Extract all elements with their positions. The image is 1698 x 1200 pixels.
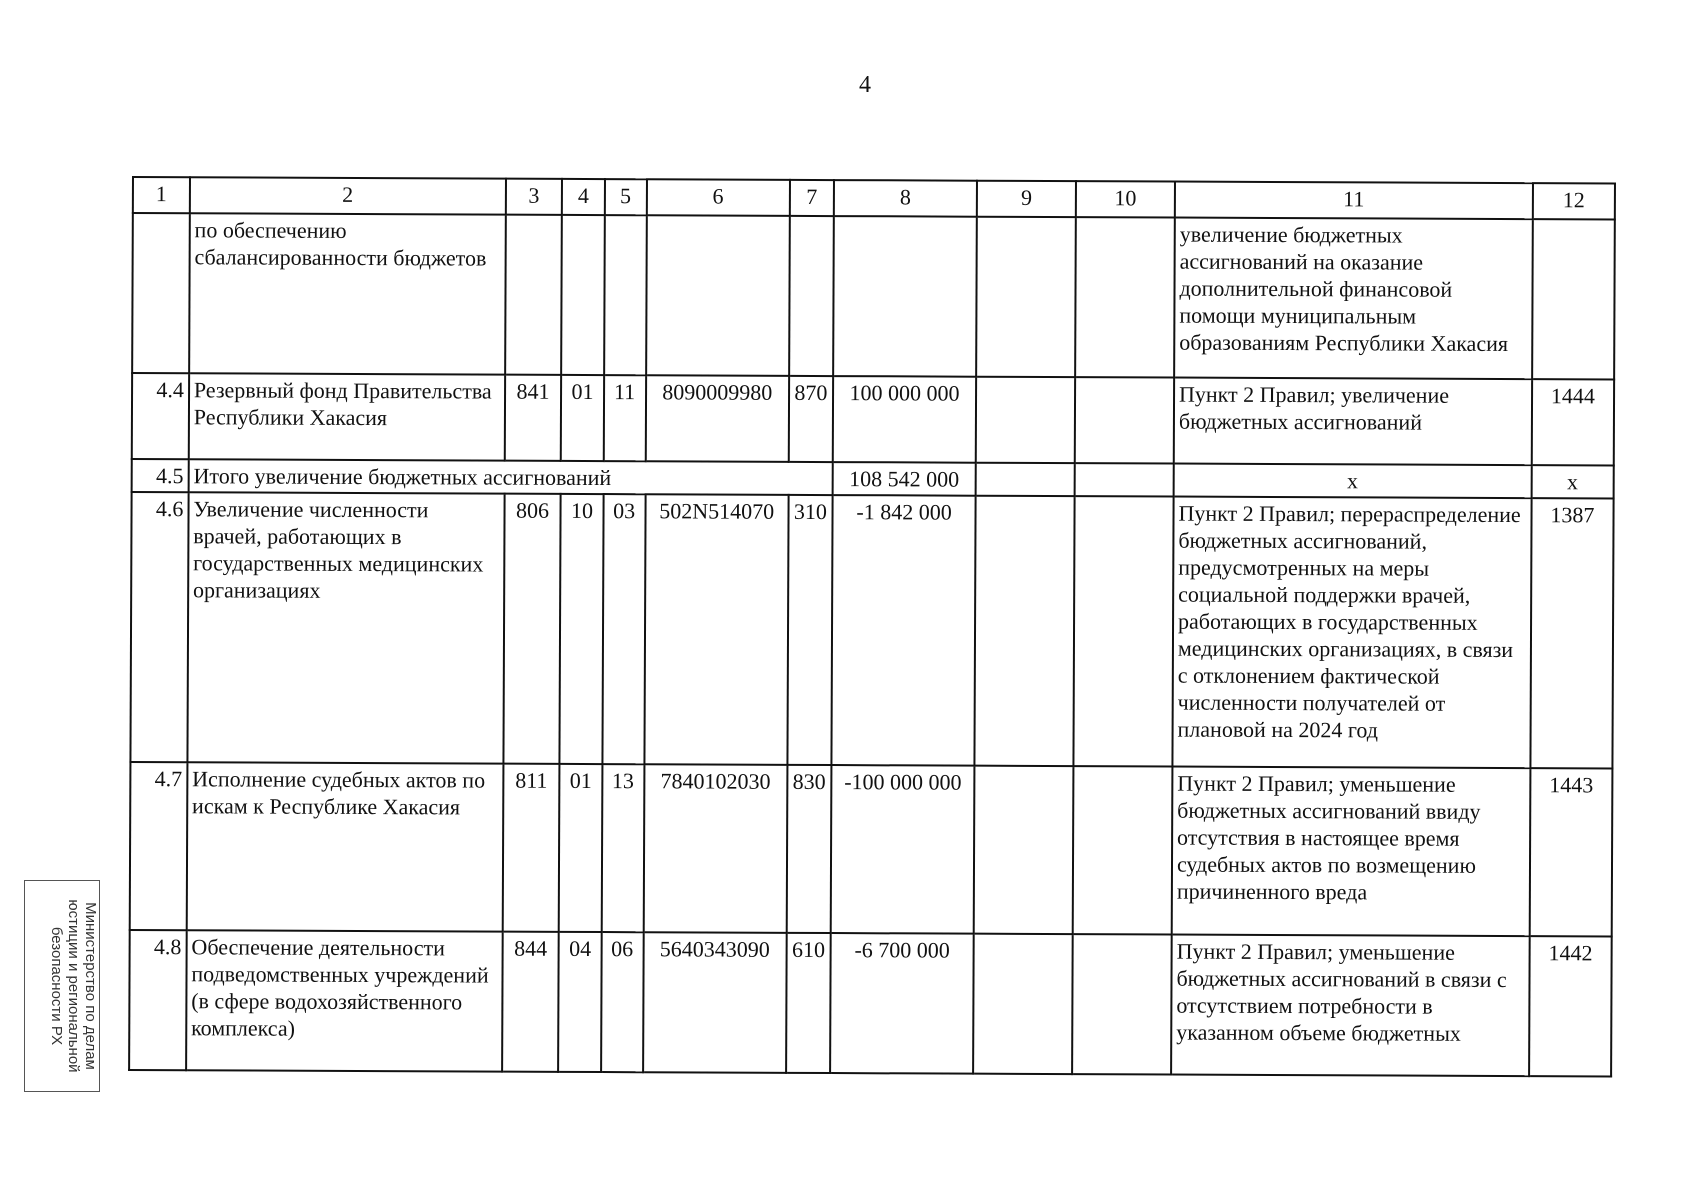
row-amount-8: 100 000 000 xyxy=(833,376,977,463)
row-justification: Пункт 2 Правил; перераспределение бюджетных ассигнований, предусмотренных на меры социальной поддержки врачей, работающих в государственных медицинских организациях, в связи с отклонением фактической численности получателей от плановой на 2024 год xyxy=(1172,497,1531,769)
row-amount-9 xyxy=(973,934,1073,1074)
row-name: Резервный фонд Правительства Республики Хакасия xyxy=(189,373,505,460)
row-number: 4.5 xyxy=(132,459,189,492)
row-amount-10 xyxy=(1075,377,1174,463)
row-number: 4.4 xyxy=(132,373,189,459)
table-row xyxy=(130,492,1613,768)
stamp-line: Министерство по делам xyxy=(82,902,99,1070)
row-justification: увеличение бюджетных ассигнований на оказание дополнительной финансовой помощи муниципальным образованиям Республики Хакасия xyxy=(1174,218,1533,380)
row-number: 4.7 xyxy=(130,762,188,930)
row-amount-8: -6 700 000 xyxy=(830,933,974,1074)
header-cell: 12 xyxy=(1533,183,1615,219)
row-code-6 xyxy=(646,215,790,376)
row-amount-8 xyxy=(833,216,977,377)
row-code-3: 841 xyxy=(504,375,561,461)
ministry-stamp xyxy=(24,880,100,1092)
row-code-6: 502N514070 xyxy=(644,494,788,765)
row-code-7 xyxy=(789,216,834,376)
row-ref xyxy=(1532,219,1615,379)
row-amount-10 xyxy=(1073,766,1173,934)
row-code-3: 806 xyxy=(503,494,561,764)
row-code-4: 10 xyxy=(560,494,603,764)
row-number: 4.8 xyxy=(129,930,186,1070)
row-justification: Пункт 2 Правил; уменьшение бюджетных ассигнований в связи с отсутствием потребности в указанном объеме бюджетных xyxy=(1171,935,1529,1077)
row-amount-9 xyxy=(975,496,1075,766)
row-name: по обеспечению сбалансированности бюджетов xyxy=(189,213,505,374)
row-number: 4.6 xyxy=(130,492,188,762)
header-cell: 4 xyxy=(562,179,604,215)
row-code-4: 01 xyxy=(561,375,603,461)
row-name: Обеспечение деятельности подведомственных учреждений (в сфере водохозяйственного комплекса) xyxy=(186,930,502,1071)
row-amount-9 xyxy=(976,217,1076,377)
row-code-6: 7840102030 xyxy=(643,764,787,933)
total-amount-10 xyxy=(1075,463,1174,496)
page-number: 4 xyxy=(859,72,871,98)
row-ref: 1444 xyxy=(1532,379,1615,465)
row-justification: Пункт 2 Правил; уменьшение бюджетных ассигнований ввиду отсутствия в настоящее время судебных актов по возмещению причиненного вреда xyxy=(1172,767,1531,937)
header-cell: 2 xyxy=(190,177,506,214)
row-code-5: 13 xyxy=(601,764,644,932)
stamp-text xyxy=(25,883,99,1089)
row-code-7: 870 xyxy=(789,376,834,462)
row-code-6: 8090009980 xyxy=(645,375,789,462)
row-code-4: 04 xyxy=(559,932,602,1072)
row-code-4: 01 xyxy=(559,764,602,932)
header-cell: 11 xyxy=(1175,182,1533,220)
total-amount: 108 542 000 xyxy=(833,462,976,496)
header-cell: 6 xyxy=(646,179,789,216)
row-amount-9 xyxy=(974,766,1074,934)
budget-table xyxy=(128,176,1616,1077)
row-amount-10 xyxy=(1073,496,1173,766)
row-amount-10 xyxy=(1072,934,1172,1074)
row-code-4 xyxy=(562,215,605,375)
header-cell: 5 xyxy=(604,179,646,215)
row-amount-10 xyxy=(1075,217,1175,377)
header-cell: 9 xyxy=(977,181,1076,217)
total-ref: x xyxy=(1531,465,1613,498)
total-justification: x xyxy=(1174,464,1532,499)
row-code-5: 03 xyxy=(602,494,645,764)
header-cell: 1 xyxy=(133,177,190,213)
table-row xyxy=(132,213,1615,379)
row-code-6: 5640343090 xyxy=(643,932,787,1073)
row-amount-8: -1 842 000 xyxy=(831,495,975,766)
row-name: Увеличение численности врачей, работающих в государственных медицинских организациях xyxy=(187,492,504,763)
row-ref: 1443 xyxy=(1530,768,1613,936)
table-row xyxy=(129,930,1612,1076)
row-code-3: 844 xyxy=(502,932,559,1072)
row-code-5: 06 xyxy=(601,932,644,1072)
row-code-7: 310 xyxy=(787,495,832,765)
row-code-7: 830 xyxy=(786,765,831,933)
row-amount-8: -100 000 000 xyxy=(831,765,975,934)
total-amount-9 xyxy=(976,463,1075,496)
row-code-3: 811 xyxy=(502,764,560,932)
row-ref: 1387 xyxy=(1530,498,1613,768)
stamp-line: безопасности РХ xyxy=(48,926,65,1046)
row-code-5 xyxy=(604,215,647,375)
table-row xyxy=(130,762,1613,936)
row-justification: Пункт 2 Правил; увеличение бюджетных ассигнований xyxy=(1174,378,1532,466)
header-cell: 10 xyxy=(1076,181,1175,217)
row-number xyxy=(132,213,190,373)
row-amount-9 xyxy=(976,377,1075,463)
header-cell: 8 xyxy=(834,180,977,217)
header-cell: 7 xyxy=(790,180,834,216)
table-row xyxy=(132,373,1614,465)
row-name: Исполнение судебных актов по искам к Республике Хакасия xyxy=(187,762,503,931)
row-ref: 1442 xyxy=(1529,936,1612,1076)
row-code-5: 11 xyxy=(603,375,645,461)
stamp-line: юстиции и региональной xyxy=(65,899,82,1073)
header-cell: 3 xyxy=(505,179,562,215)
total-label: Итого увеличение бюджетных ассигнований xyxy=(188,459,832,495)
row-code-3 xyxy=(505,215,563,375)
row-code-7: 610 xyxy=(786,933,831,1073)
